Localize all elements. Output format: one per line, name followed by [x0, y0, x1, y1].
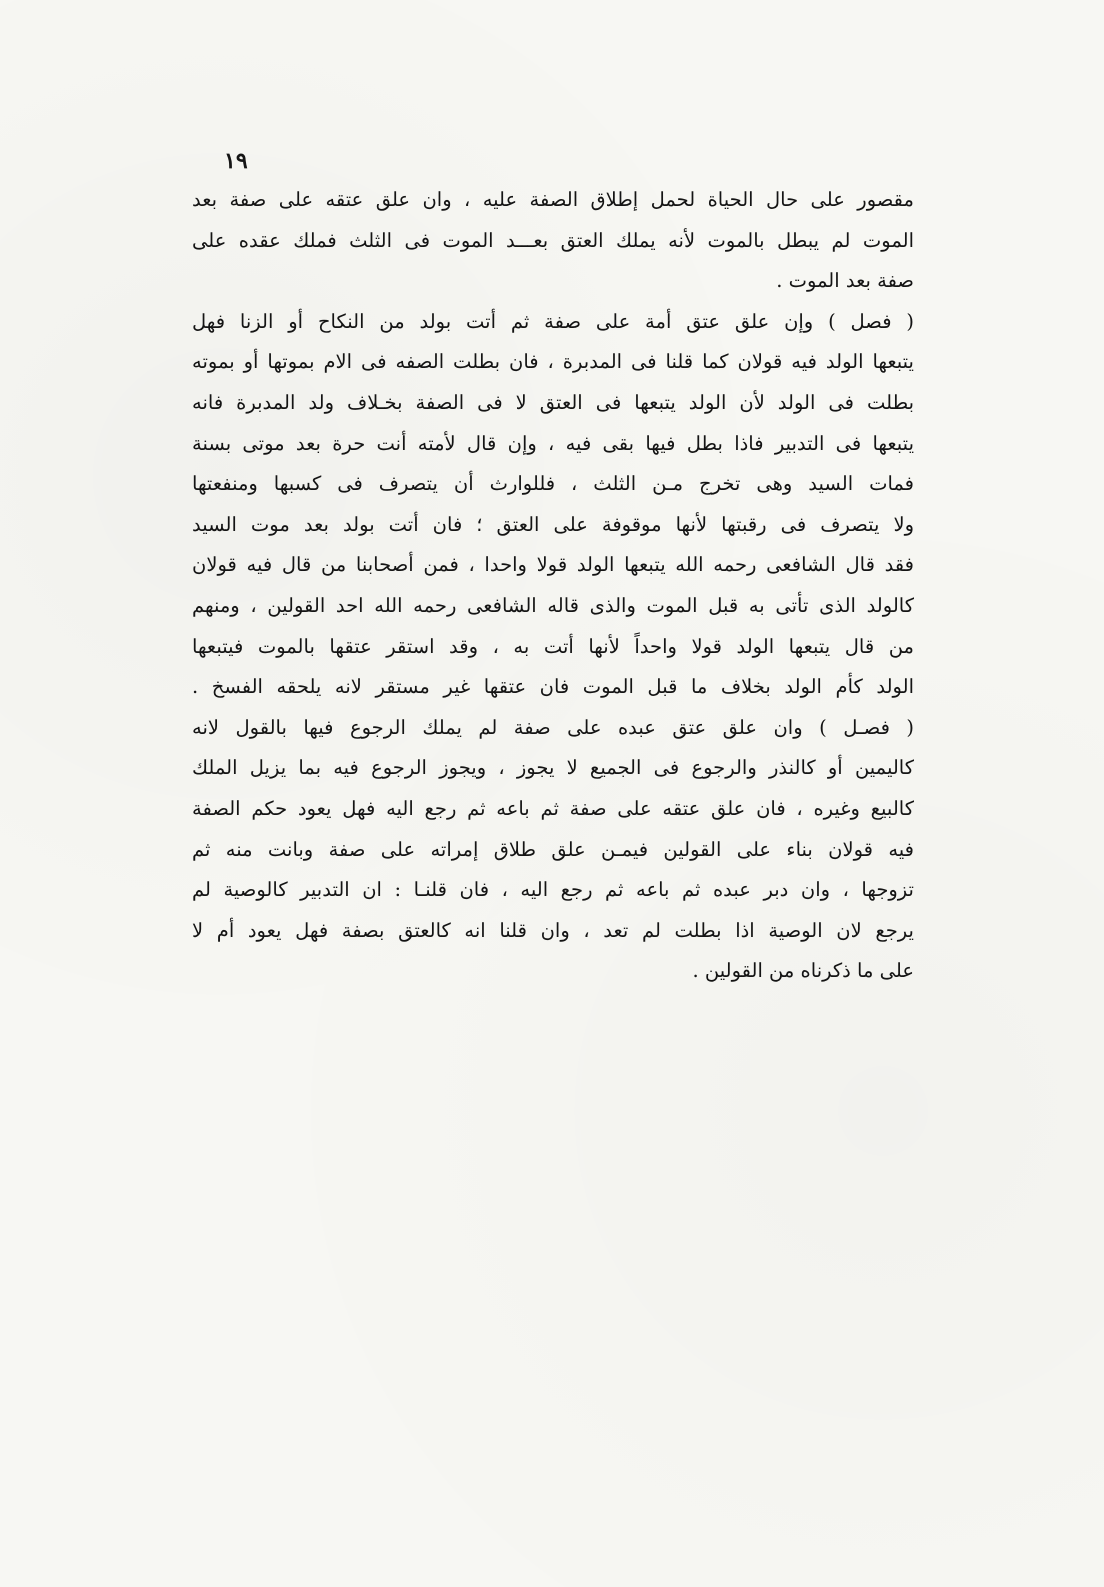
text-line: ( فصـل ) وان علق عتق عبده على صفة لم يملك الرجوع فيها بالقول لانه: [192, 715, 914, 739]
text-line: ولا يتصرف فى رقبتها لأنها موقوفة على العتق ؛ فان أتت بولد بعد موت السيد: [192, 512, 914, 536]
text-line: كالولد الذى تأتى به قبل الموت والذى قاله الشافعى رحمه الله احد القولين ، ومنهم: [192, 593, 914, 617]
text-line: ( فصل ) وإن علق عتق أمة على صفة ثم أتت بولد من النكاح أو الزنا فهل: [192, 309, 914, 333]
text-line: مقصور على حال الحياة لحمل إطلاق الصفة عليه ، وان علق عتقه على صفة بعد: [192, 188, 914, 211]
text-line: كالبيع وغيره ، فان علق عتقه على صفة ثم باعه ثم رجع اليه فهل يعود حكم الصفة: [192, 796, 914, 820]
text-line: الولد كأم الولد بخلاف ما قبل الموت فان عتقها غير مستقر لانه يلحقه الفسخ .: [192, 675, 914, 699]
text-line: فيه قولان بناء على القولين فيمـن علق طلاق إمراته على صفة وبانت منه ثم: [192, 837, 914, 861]
body-text: [192, 180, 914, 992]
text-line: على ما ذكرناه من القولين .: [692, 959, 914, 983]
text-line: تزوجها ، وان دبر عبده ثم باعه ثم رجع اليه ، فان قلنـا : ان التدبير كالوصية لم: [192, 878, 914, 902]
text-line: فقد قال الشافعى رحمه الله يتبعها الولد قولا واحدا ، فمن أصحابنا من قال فيه قولان: [192, 553, 914, 577]
text-line: من قال يتبعها الولد قولا واحداً لأنها أتت به ، وقد استقر عتقها بالموت فيتبعها: [192, 634, 914, 658]
text-line: بطلت فى الولد لأن الولد يتبعها فى العتق لا فى الصفة بخـلاف ولد المدبرة فانه: [192, 390, 914, 414]
text-line: الموت لم يبطل بالموت لأنه يملك العتق بعـــد الموت فى الثلث فملك عقده على: [192, 228, 914, 252]
text-line: فمات السيد وهى تخرج مـن الثلث ، فللوارث أن يتصرف فى كسبها ومنفعتها: [192, 472, 914, 496]
text-line: كاليمين أو كالنذر والرجوع فى الجميع لا يجوز ، ويجوز الرجوع فيه بما يزيل الملك: [192, 756, 914, 780]
text-line: يرجع لان الوصية اذا بطلت لم تعد ، وان قلنا انه كالعتق بصفة فهل يعود أم لا: [192, 918, 914, 942]
text-line: يتبعها فى التدبير فاذا بطل فيها بقى فيه ، وإن قال لأمته أنت حرة بعد موتى بسنة: [192, 431, 914, 455]
text-line: يتبعها الولد فيه قولان كما قلنا فى المدبرة ، فان بطلت الصفه فى الام بموتها أو بموته: [192, 350, 914, 374]
text-line: صفة بعد الموت .: [776, 269, 914, 293]
page-number: ١٩: [224, 148, 248, 174]
